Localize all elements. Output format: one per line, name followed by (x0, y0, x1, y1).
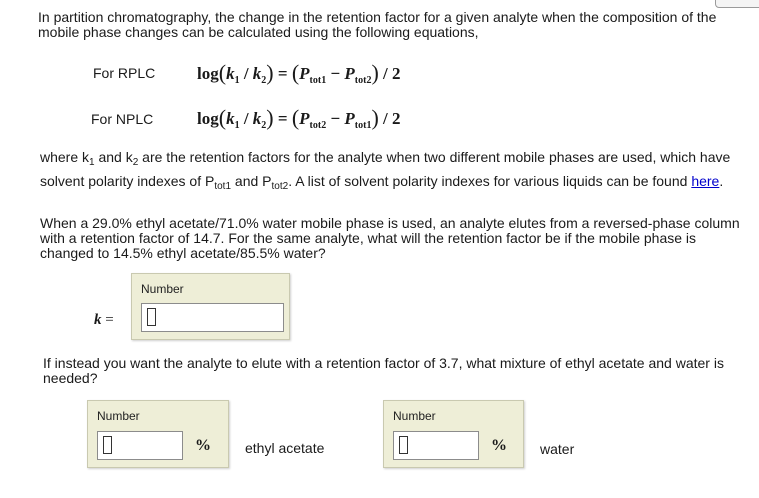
number-label-ethyl-acetate: Number (97, 409, 140, 423)
eq-sub-second: tot1 (354, 120, 372, 131)
eq-div2: / 2 (378, 109, 401, 128)
where-sub-3: tot1 (214, 181, 232, 192)
eq-k2: k (252, 109, 262, 128)
number-label-water: Number (393, 409, 436, 423)
number-box-water (383, 400, 524, 468)
eq-sub-first: tot2 (309, 120, 327, 131)
where-sub-4: tot2 (271, 181, 289, 192)
water-unit-label: water (540, 441, 575, 457)
eq-slash: / (239, 109, 253, 128)
eq-equals: = (273, 109, 292, 128)
text-cursor-icon (147, 308, 156, 326)
water-input[interactable] (393, 431, 479, 460)
eq-sub-second: tot2 (354, 75, 372, 86)
question-1-text: When a 29.0% ethyl acetate/71.0% water mobile phase is used, an analyte elutes from a reversed-phase column with a retention factor of 14.7. For the same analyte, what will the retention factor be if the mobile phase is changed to 14.5% ethyl acetate/85.5% water? (40, 215, 740, 261)
text-cursor-icon (103, 436, 112, 454)
eq-k1-sub: 1 (234, 120, 240, 131)
where-paragraph (40, 148, 740, 196)
eq-p-second: P (344, 109, 355, 128)
where-sub-1: 1 (89, 157, 95, 168)
eq-div2: / 2 (378, 64, 401, 83)
eq-k1-sub: 1 (234, 75, 240, 86)
number-label-k: Number (141, 282, 184, 296)
text-cursor-icon (399, 436, 408, 454)
eq-log: log (197, 109, 219, 128)
where-text-3: are the retention factors for the analyte when two different mobile phases are used, which have solvent polarity indexes of P (40, 149, 731, 189)
eq-k2-sub: 2 (261, 75, 267, 86)
eq-k2: k (252, 64, 262, 83)
question-2-text: If instead you want the analyte to elute with a retention factor of 3.7, what mixture of ethyl acetate and water is needed? (43, 355, 724, 386)
eq-p-first: P (299, 64, 310, 83)
eq-slash: / (239, 64, 253, 83)
eq-k2-sub: 2 (261, 120, 267, 131)
eq-p-second: P (344, 64, 355, 83)
rplc-label: For RPLC (93, 65, 156, 81)
eq-equals: = (273, 64, 292, 83)
percent-sign-water: % (491, 437, 507, 454)
where-sub-2: 2 (132, 157, 139, 168)
where-text-6: . (719, 173, 724, 189)
eq-p-first: P (299, 109, 310, 128)
polarity-index-link[interactable]: here (691, 173, 720, 189)
intro-text: In partition chromatography, the change in the retention factor for a given analyte when the composition of the mobile phase changes can be calculated using the following equations, (38, 9, 717, 40)
eq-k1: k (226, 109, 235, 128)
percent-sign-ethyl: % (195, 437, 211, 454)
where-text-2: and k (94, 149, 133, 165)
ethyl-acetate-input[interactable] (97, 431, 183, 460)
where-text-5: . A list of solvent polarity indexes for various liquids can be found (288, 173, 692, 189)
k-var: k (94, 312, 102, 328)
eq-minus: − (326, 64, 345, 83)
ethyl-acetate-unit-label: ethyl acetate (245, 440, 325, 456)
k-equals: = (101, 312, 114, 328)
top-right-button[interactable] (715, 0, 759, 8)
rplc-equation: $\log(k_1 / k_2) = (P_{tot1} - P_{tot2}) / 2$ (197, 60, 401, 86)
eq-k1: k (226, 64, 235, 83)
k-input[interactable] (141, 303, 284, 332)
number-box-k (131, 273, 290, 340)
where-text-1: where k (40, 149, 90, 165)
k-variable-label (94, 312, 114, 329)
eq-minus: − (326, 109, 345, 128)
eq-log: log (197, 64, 219, 83)
nplc-equation: $\log(k_1 / k_2) = (P_{tot2} - P_{tot1}) / 2$ (197, 105, 401, 131)
eq-sub-first: tot1 (309, 75, 327, 86)
where-text-4: and P (231, 173, 272, 189)
nplc-label: For NPLC (91, 111, 154, 127)
number-box-ethyl-acetate (87, 400, 229, 468)
